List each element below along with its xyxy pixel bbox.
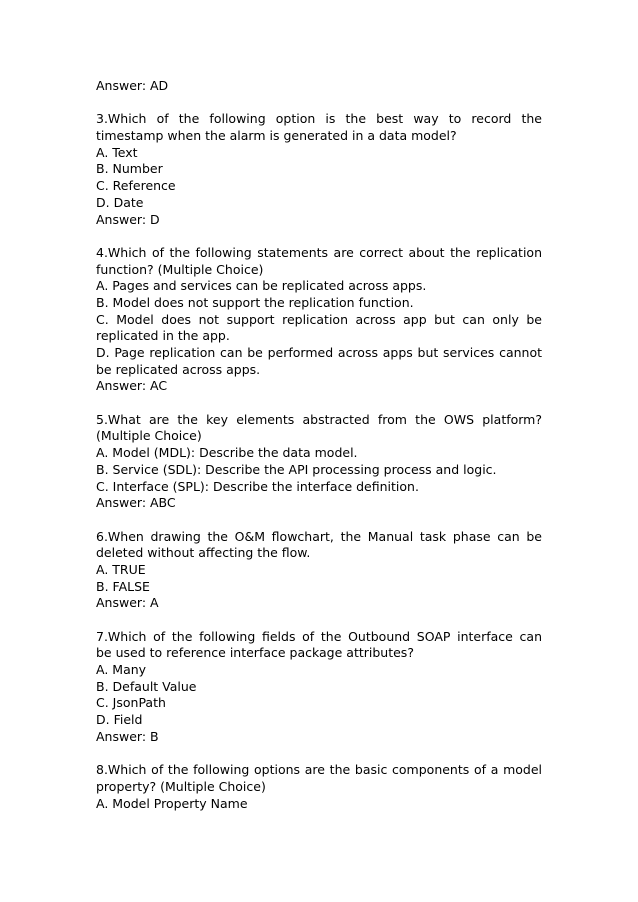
question-stem-line: be used to reference interface package attributes?	[96, 645, 414, 661]
answer-line: Answer: AD	[96, 78, 169, 93]
spacer	[96, 512, 542, 529]
question-stem-line: 8.Which of the following options are the basic components of a model	[96, 762, 542, 778]
answer-line: Answer: D	[96, 211, 160, 227]
option-line: C. JsonPath	[96, 695, 166, 711]
option-line: A. TRUE	[96, 561, 146, 577]
answer-line: Answer: ABC	[96, 495, 176, 511]
option-line: B. Service (SDL): Describe the API processing process and logic.	[96, 461, 497, 477]
option-line: C. Interface (SPL): Describe the interface definition.	[96, 478, 419, 494]
question-8	[96, 762, 542, 812]
option-line: C. Reference	[96, 178, 176, 194]
answer-line: Answer: AC	[96, 378, 168, 394]
option-line: B. Model does not support the replication function.	[96, 294, 414, 310]
answer-line: Answer: A	[96, 595, 159, 611]
answer-line: Answer: B	[96, 728, 159, 744]
spacer	[96, 746, 542, 763]
question-7	[96, 629, 542, 746]
option-line: D. Page replication can be performed across apps but services cannot	[96, 345, 542, 360]
question-stem-line: 4.Which of the following statements are correct about the replication	[96, 244, 542, 260]
option-line: B. Number	[96, 161, 163, 177]
spacer	[96, 612, 542, 629]
option-line: D. Date	[96, 194, 144, 210]
option-line: A. Text	[96, 144, 138, 160]
question-stem-line: (Multiple Choice)	[96, 428, 202, 444]
question-stem-line: 6.When drawing the O&M flowchart, the Manual task phase can be	[96, 528, 542, 544]
question-stem-line: 5.What are the key elements abstracted from the OWS platform?	[96, 411, 542, 427]
spacer	[96, 395, 542, 412]
option-line: A. Model (MDL): Describe the data model.	[96, 445, 358, 461]
question-6	[96, 529, 542, 612]
spacer	[96, 228, 542, 245]
option-line: A. Model Property Name	[96, 795, 248, 811]
question-4	[96, 245, 542, 395]
previous-answer-block	[96, 78, 542, 95]
question-5	[96, 412, 542, 512]
question-stem-line: property? (Multiple Choice)	[96, 778, 266, 794]
spacer	[96, 95, 542, 112]
question-stem-line: 3.Which of the following option is the best way to record the	[96, 111, 542, 127]
document-page	[96, 78, 542, 812]
option-line: B. FALSE	[96, 578, 150, 594]
question-3	[96, 111, 542, 228]
question-stem-line: function? (Multiple Choice)	[96, 261, 264, 277]
option-line: be replicated across apps.	[96, 361, 261, 377]
question-stem-line: deleted without affecting the flow.	[96, 545, 311, 561]
option-line: B. Default Value	[96, 678, 197, 694]
question-stem-line: 7.Which of the following fields of the Outbound SOAP interface can	[96, 628, 542, 644]
option-line: A. Many	[96, 662, 147, 678]
option-line: A. Pages and services can be replicated across apps.	[96, 278, 427, 294]
option-line: D. Field	[96, 712, 143, 728]
option-line: replicated in the app.	[96, 328, 230, 344]
option-line: C. Model does not support replication across app but can only be	[96, 311, 542, 327]
question-stem-line: timestamp when the alarm is generated in a data model?	[96, 128, 457, 144]
